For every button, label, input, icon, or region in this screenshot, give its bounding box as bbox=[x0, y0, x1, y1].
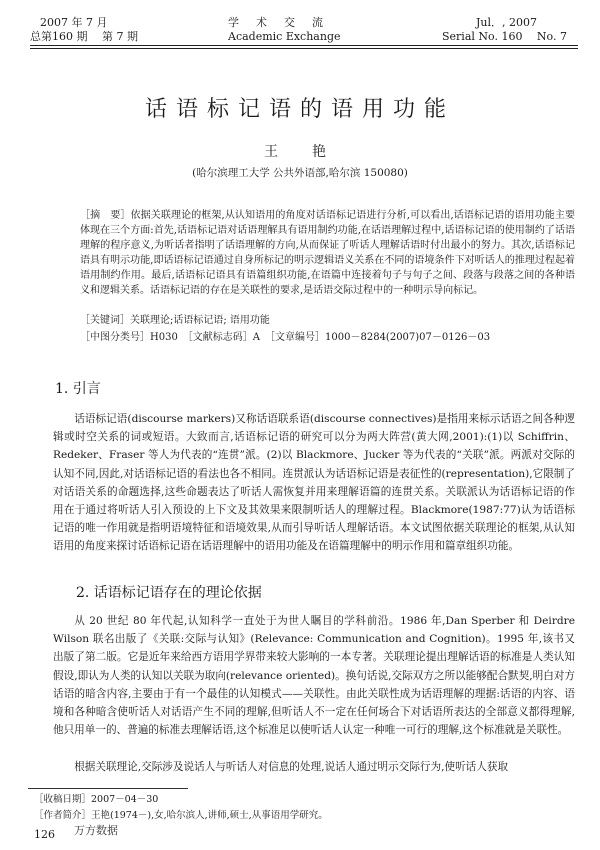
footnote-author-info: ［作者简介］王艳(1974－),女,哈尔滨人,讲师,硕士,从事语用学研究。 bbox=[34, 810, 328, 821]
section-1-paragraph: 话语标记语(discourse markers)又称话语联系语(discourse connectives)是指用来标示话语之间各种逻辑或时空关系的词或短语。大致而言,话语标记语的研究可以分为两大阵营(黄大网,2001):(1)以 Schiffrin、Redeker、Fraser 等人为代表的“连贯”派。(2)以 Blackmore、Jucker 等为代表的“关联”派。两派对交际的认知不同,因此,对话语标记语的看法也各不相同。连贯派认为话语标记语是表征性的(representation),它限制了对话语关系的命题选择,这些命题表达了听话人需恢复并用来理解语篇的连贯关系。关联派认为话语标记语的作用在于通过将听话人引入预设的上下文及其效果来限制听话人的理解过程。Blackmore(1987:77)认为话语标记语的唯一作用就是指明语境特征和语境效果,从而引导听话人理解话语。本文试图依据关联理论的框架,从认知语用的角度来探讨话语标记语在话语理解中的语用功能及在语篇理解中的明示作用和篇章组织功能。 bbox=[53, 413, 575, 553]
keywords: ［关键词］关联理论;话语标记语; 语用功能 bbox=[80, 315, 270, 326]
header-rule-bottom bbox=[30, 48, 578, 49]
footnote-rule bbox=[28, 788, 188, 789]
classification-codes: ［中图分类号］H030 ［文献标志码］A ［文章编号］1000－8284(2007)07－0126－03 bbox=[80, 332, 491, 343]
section-1-heading: 1. 引言 bbox=[55, 381, 101, 397]
watermark: 万方数据 bbox=[74, 824, 118, 837]
header-date-en: Jul．, 2007 bbox=[476, 16, 537, 29]
section-2-paragraph-2: 根据关联理论,交际涉及说话人与听话人对信息的处理,说话人通过明示交际行为,使听话人获取 bbox=[74, 761, 509, 773]
header-rule-top bbox=[30, 45, 578, 46]
header-issue: 总第160 期 第 7 期 bbox=[30, 30, 138, 43]
article-title: 话语标记语的语用功能 bbox=[144, 97, 455, 122]
article-author: 王 艳 bbox=[264, 144, 336, 160]
author-affiliation: (哈尔滨理工大学 公共外语部,哈尔滨 150080) bbox=[192, 167, 408, 179]
page-number: 126 bbox=[34, 828, 55, 841]
abstract: ［摘 要］依据关联理论的框架,从认知语用的角度对话语标记语进行分析,可以看出,话语标记语的语用功能主要体现在三个方面:首先,话语标记语对话语理解具有语用制约功能,在话语理解过程中,话语标记语的使用制约了话语理解的程序意义,为听话者指明了话语理解的方向,从而保证了听话人理解话语时付出最小的努力。其次,话语标记语具有明示功能,即话语标记语通过自身所标记的明示逻辑语义关系在不同的语境条件下对听话人的推理过程起着语用制约作用。最后,话语标记语具有语篇组织功能,在语篇中连接着句子与句子之间、段落与段落之间的各种语义和逻辑关系。话语标记语的存在是关联性的要求,是话语交际过程中的一种明示导向标记。 bbox=[80, 210, 575, 296]
header-journal-en: Academic Exchange bbox=[228, 30, 341, 43]
section-2-paragraph-1: 从 20 世纪 80 年代起,认知科学一直处于为世人瞩目的学科前沿。1986 年,Dan Sperber 和 Deirdre Wilson 联名出版了《关联:交际与认知》(Relevance: Communication and Cognition)。1995 年,该书又出版了第二版。它是近年来给西方语用学界带来较大影响的一本专著。关联理论提出理解话语的标准是人类认知假设,即认为人类的认知以关联为取向(relevance oriented)。换句话说,交际双方之所以能够配合默契,明白对方话语的暗含内容,主要由于有一个最佳的认知模式——关联性。由此关联性成为话语理解的理据:话语的内容、语境和各种暗含使听话人对话语产生不同的理解,但听话人不一定在任何场合下对话语所表达的全部意义都得理解,他只用单一的、普遍的标准去理解话语,这个标准足以使听话人认定一种唯一可行的理解,这个标准就是关联性。 bbox=[53, 615, 575, 737]
header-date: 2007 年 7 月 bbox=[40, 16, 108, 29]
section-2-heading: 2. 话语标记语存在的理论依据 bbox=[76, 585, 262, 601]
header-journal-cn: 学 术 交 流 bbox=[228, 16, 326, 29]
header-serial: Serial No. 160 No. 7 bbox=[442, 30, 567, 43]
footnote-received-date: ［收稿日期］2007－04－30 bbox=[34, 794, 159, 805]
